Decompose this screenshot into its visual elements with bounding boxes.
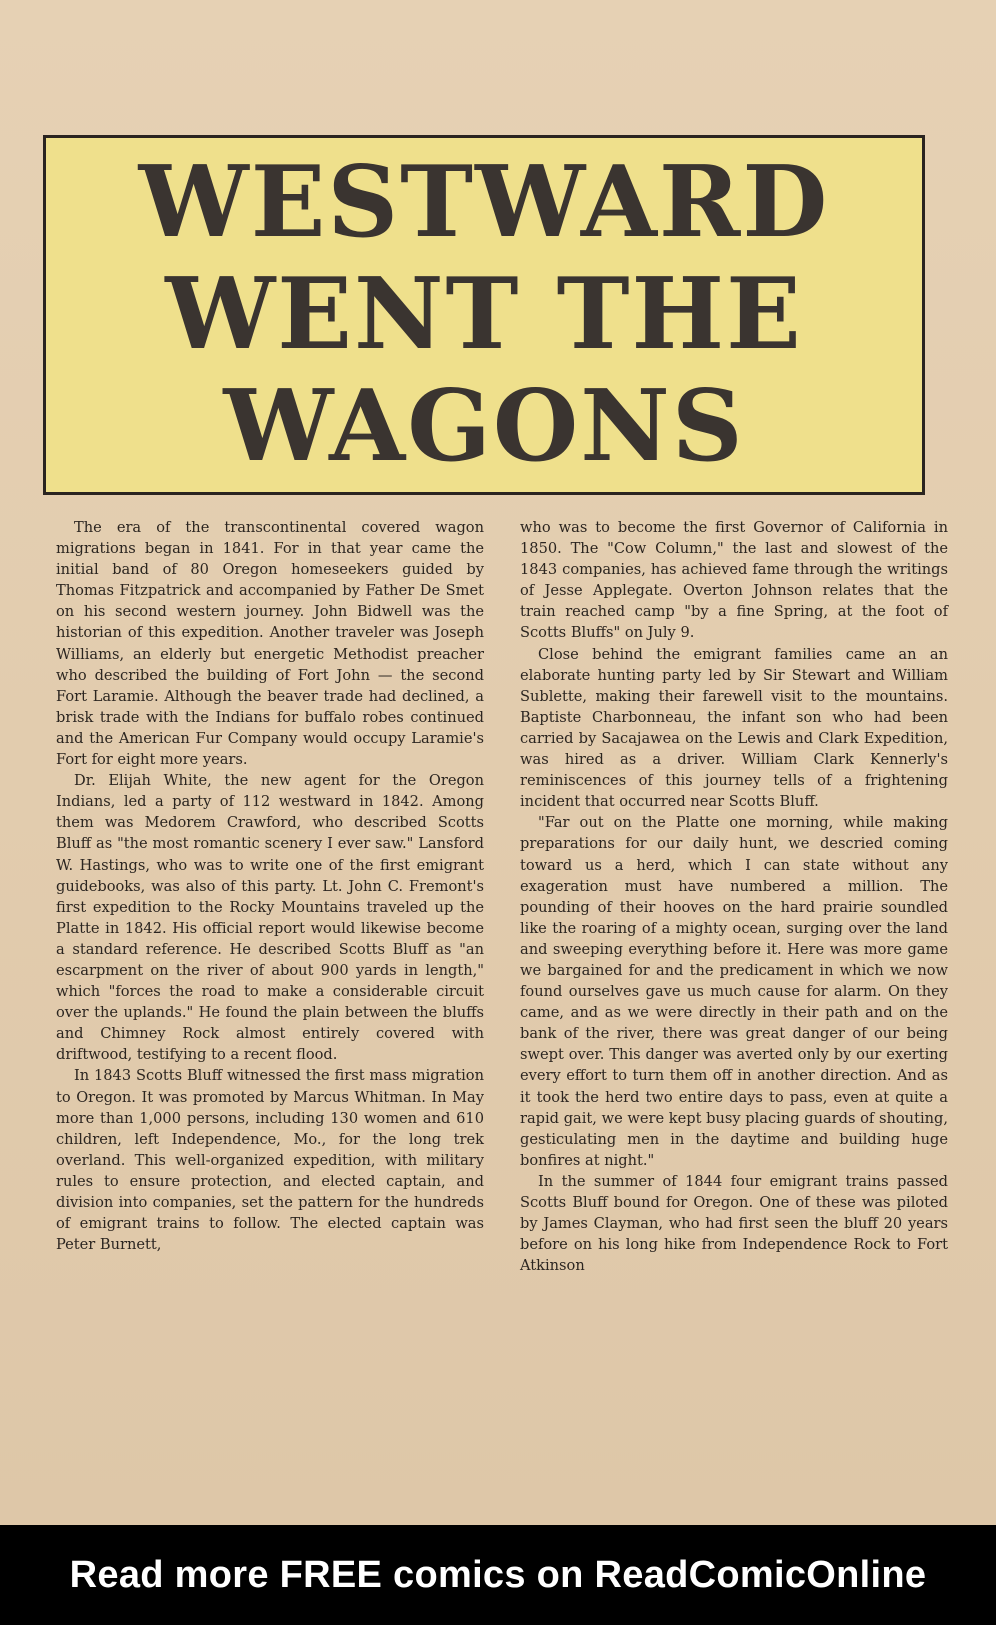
paragraph: Dr. Elijah White, the new agent for the Oregon Indians, led a party of 112 westward in 1842. Among them was Medorem Crawford, who described Scotts Bluff as "the most romantic scenery I ever saw." Lansford W. Hastings, who was to write one of the first emigrant guidebooks, was also of this party. Lt. John C. Fremont's first expedition to the Rocky Mountains traveled up the Platte in 1842. His official report would likewise become a standard reference. He described Scotts Bluff as "an escarpment on the river of about 900 yards in length," which "forces the road to make a considerable circuit over the uplands." He found the plain between the bluffs and Chimney Rock almost entirely covered with driftwood, testifying to a recent flood. — [56, 772, 484, 1064]
article-body — [56, 517, 948, 1397]
title-banner — [43, 135, 925, 495]
title-line-3: WAGONS — [223, 369, 745, 484]
title-line-2: WENT THE — [165, 257, 803, 372]
title-line-1: WESTWARD — [138, 145, 830, 260]
paragraph: In the summer of 1844 four emigrant trains passed Scotts Bluff bound for Oregon. One of these was piloted by James Clayman, who had first seen the bluff 20 years before on his long hike from Independence Rock to Fort Atkinson — [520, 1172, 948, 1275]
paragraph: "Far out on the Platte one morning, while making preparations for our daily hunt, we descried coming toward us a herd, which I can state without any exageration must have numbered a million. The pounding of their hooves on the hard prairie soundled like the roaring of a mighty ocean, surging over the land and sweeping everything before it. Here was more game we bargained for and the predicament in which we now found ourselves gave us much cause for alarm. On they came, and as we were directly in their path and on the bank of the river, there was great danger of our being swept over. This danger was averted only by our exerting every effort to turn them off in another direction. And as it took the herd two entire days to pass, even at quite a rapid gait, we were kept busy placing guards of shouting, gesticulating men in the daytime and building huge bonfires at night." — [520, 814, 948, 1169]
article-left-column — [56, 517, 484, 1397]
paragraph: The era of the transcontinental covered wagon migrations began in 1841. For in that year came the initial band of 80 Oregon homeseekers guided by Thomas Fitzpatrick and accompanied by Father De Smet on his second western journey. John Bidwell was the historian of this expedition. Another traveler was Joseph Williams, an elderly but energetic Methodist preacher who described the building of Fort John — the second Fort Laramie. Although the beaver trade had declined, a brisk trade with the Indians for buffalo robes continued and the American Fur Company would occupy Laramie's Fort for eight more years. — [56, 519, 484, 769]
promo-link-text[interactable]: Read more FREE comics on ReadComicOnline — [69, 1553, 927, 1596]
paragraph: Close behind the emigrant families came an an elaborate hunting party led by Sir Stewart and William Sublette, making their farewell visit to the mountains. Baptiste Charbonneau, the infant son who had been carried by Sacajawea on the Lewis and Clark Expedition, was hired as a driver. William Clark Kennerly's reminiscences of this journey tells of a frightening incident that occurred near Scotts Bluff. — [520, 645, 948, 811]
paragraph: In 1843 Scotts Bluff witnessed the first mass migration to Oregon. It was promoted by Marcus Whitman. In May more than 1,000 persons, including 130 women and 610 children, left Independence, Mo., for the long trek overland. This well-organized expedition, with military rules to ensure protection, and elected captain, and division into companies, set the pattern for the hundreds of emigrant trains to follow. The elected captain was Peter Burnett, — [56, 1067, 484, 1254]
article-right-column — [520, 517, 948, 1397]
promo-footer[interactable] — [0, 1525, 996, 1625]
paragraph: who was to become the first Governor of California in 1850. The "Cow Column," the last and slowest of the 1843 companies, has achieved fame through the writings of Jesse Applegate. Overton Johnson relates that the train reached camp "by a fine Spring, at the foot of Scotts Bluffs" on July 9. — [520, 519, 948, 642]
